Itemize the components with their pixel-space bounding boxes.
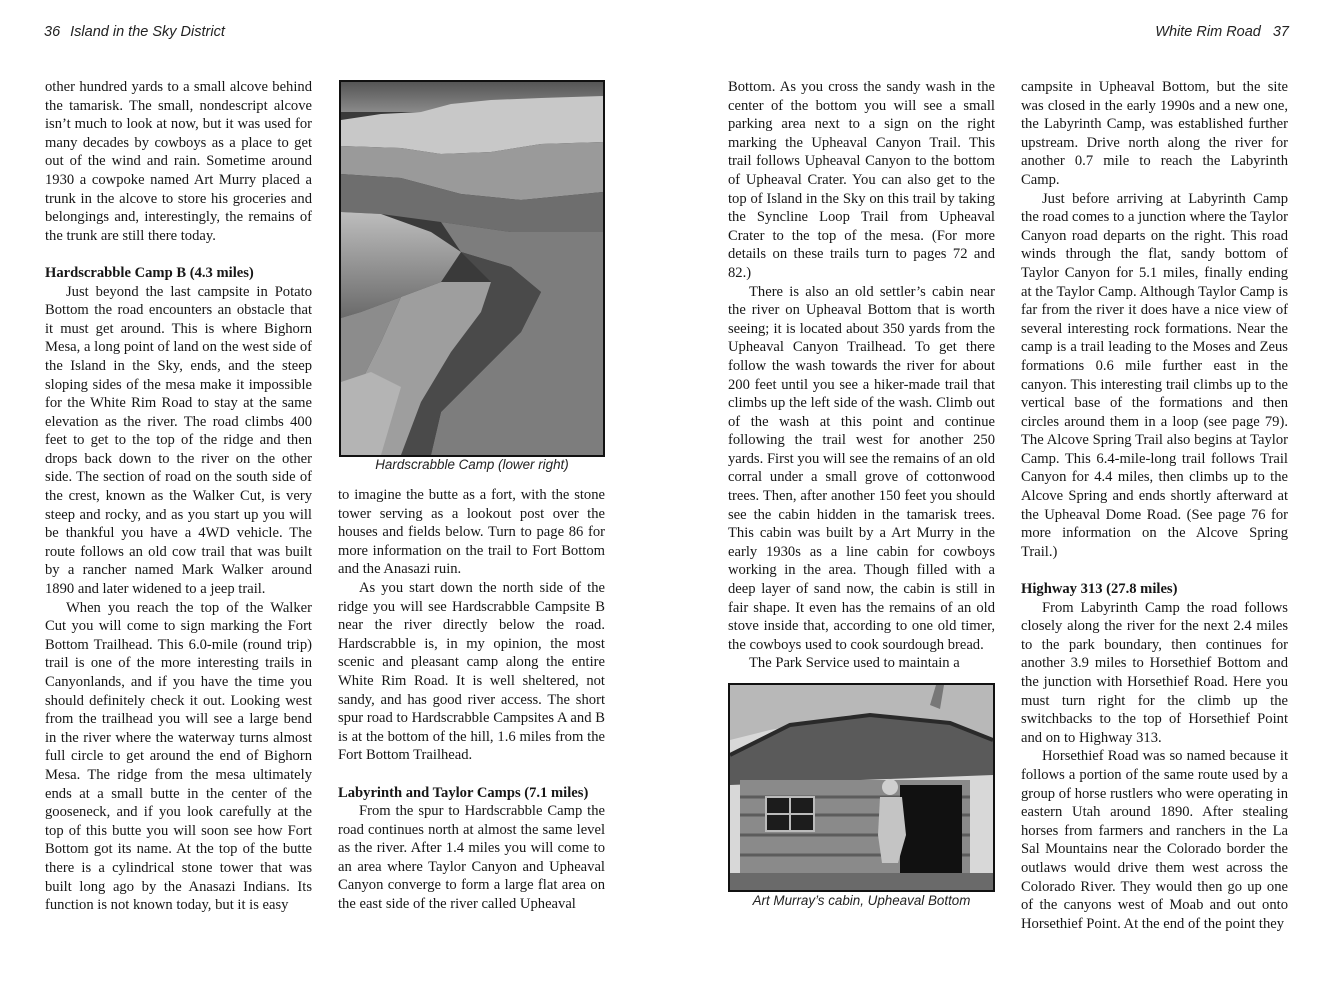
paragraph: There is also an old settler’s cabin near the river on Upheaval Bottom that is worth seeing; it is located about 350 yards from the Upheaval Canyon Trailhead. To get there follow the wash towards the river for about 200 feet until you see a hiker-made trail that climbs up the left side of the wash. Climb out of the wash at this point and continue following the trail west for another 250 yards. First you will see the remains of an old corral under a small grove of cottonwood trees. Then, after another 150 feet you should see the cabin hidden in the tamarisk trees. This cabin was built by a Art Murry in the early 1930s as a line cabin for cowboys working in the area. Though filled with a deep layer of sand now, the cabin is still in fair shape. It even has the remains of an old stove inside that, according to one old timer, the cowboys used to cook sourdough bread. — [728, 283, 995, 653]
left-running-title: Island in the Sky District — [70, 24, 225, 40]
right-page-column-2 — [1021, 78, 1288, 933]
paragraph-gap — [45, 245, 312, 264]
paragraph: The Park Service used to maintain a — [749, 655, 960, 672]
canyon-river-photo — [339, 80, 605, 457]
section-heading: Hardscrabble Camp B (4.3 miles) — [45, 264, 254, 281]
right-page-header — [1155, 24, 1289, 40]
paragraph: to imagine the butte as a fort, with the stone tower serving as a lookout post over the houses and fields below. Turn to page 86 for more information on the trail to Fort Bottom and the Anasazi ruin. — [338, 487, 605, 578]
photo-caption: Hardscrabble Camp (lower right) — [375, 457, 569, 472]
photo-caption: Art Murray’s cabin, Upheaval Bottom — [752, 893, 971, 908]
left-page-column-2 — [338, 486, 605, 914]
paragraph: From Labyrinth Camp the road follows closely along the river for the next 2.4 miles to the park boundary, then continues for another 3.9 miles to Horsethief Bottom and the junction with Horsethief Road. Here you must turn right for the climb up the switchbacks to the top of Horsethief Point and on to Highway 313. — [1021, 599, 1288, 746]
section-heading: Labyrinth and Taylor Camps (7.1 miles) — [338, 784, 589, 801]
paragraph-gap — [1021, 561, 1288, 580]
cabin-photo — [728, 683, 995, 892]
left-page-column-1 — [45, 78, 312, 915]
paragraph: campsite in Upheaval Bottom, but the site was closed in the early 1990s and a new one, the Labyrinth Camp, was established further upstream. Drive north along the river for another 0.7 mile to reach the Labyrinth Camp. — [1021, 79, 1288, 188]
paragraph: As you start down the north side of the ridge you will see Hardscrabble Campsite B near the river directly below the road. Hardscrabble is, in my opinion, the most scenic and pleasant camp along the entire White Rim Road. It is well sheltered, not sandy, and has good river access. The short spur road to Hardscrabble Campsites A and B is at the bottom of the hill, 1.6 miles from the Fort Bottom Trailhead. — [338, 579, 605, 764]
paragraph: Just beyond the last campsite in Potato Bottom the road encounters an obstacle that it must get around. This is where Bighorn Mesa, a long point of land on the west side of the Island in the Sky, ends, and the steep sloping sides of the mesa make it impossible for the White Rim Road to stay at the same elevation as the river. The road climbs 400 feet to get to the top of the ridge and then drops back down to the river on the other side. The section of road on the south side of the crest, known as the Walker Cut, is very steep and rocky, and as you start up you will be thankful you have a 4WD vehicle. The route follows an old cow trail that was built by a rancher named Mark Walker around 1890 and later widened to a jeep trail. — [45, 283, 312, 598]
right-page-column-1 — [728, 78, 995, 673]
paragraph: other hundred yards to a small alcove behind the tamarisk. The small, nondescript alcove isn’t much to look at now, but it was used for many decades by cowboys as a place to get out of the wind and rain. Sometime around 1930 a cowpoke named Art Murry placed a trunk in the alcove to store his groceries and belongings and, interestingly, the remains of the trunk are still there today. — [45, 79, 312, 244]
left-page-header — [44, 24, 225, 40]
paragraph: Bottom. As you cross the sandy wash in the center of the bottom you will see a small parking area next to a sign on the right marking the Upheaval Canyon Trail. This trail follows Upheaval Canyon to the bottom of Upheaval Crater. You can also get to the top of Island in the Sky on this trail by taking the Syncline Loop Trail from Upheaval Crater to the top of the mesa. (For more details on these trails turn to pages 72 and 82.) — [728, 79, 995, 281]
paragraph: When you reach the top of the Walker Cut you will come to sign marking the Fort Bottom Trailhead. This 6.0-mile (round trip) trail is one of the more interesting trails in Canyonlands, and if you have the time you should definitely check it out. Looking west from the trailhead you will see a large bend in the river where the waterway turns almost full circle to get around the end of Bighorn Mesa. The ridge from the mesa ultimately ends at a small butte in the center of the gooseneck, and if you look carefully at the top of this butte you will soon see how Fort Bottom got its name. At the top of the butte there is a cylindrical stone tower that was built long ago by the Anasazi Indians. Its function is not known today, but it is easy — [45, 599, 312, 914]
left-page-number: 36 — [44, 24, 61, 40]
paragraph-gap — [338, 765, 605, 784]
paragraph: From the spur to Hardscrabble Camp the road continues north at almost the same level as the river. After 1.4 miles you will come to an area where Taylor Canyon and Upheaval Canyon converge to form a large flat area on the east side of the river called Upheaval — [338, 803, 605, 913]
paragraph: Just before arriving at Labyrinth Camp the road comes to a junction where the Taylor Canyon road departs on the right. This road winds through the flat, sandy bottom of Taylor Canyon for 5.1 miles, finally ending at the Taylor Camp. Although Taylor Camp is far from the river it does have a nice view of several interesting rock formations. Near the camp is a trail leading to the Moses and Zeus formations 0.6 mile further east in the canyon. This interesting trail climbs up to the vertical base of the formations and then circles around them in a loop (see page 79). The Alcove Spring Trail also begins at Taylor Camp. This 6.4-mile-long trail follows Trail Canyon for 4.4 miles, then climbs up to the Alcove Spring and ends shortly afterward at the Upheaval Dome Road. (See page 76 for more information on the Alcove Spring Trail.) — [1021, 190, 1288, 560]
paragraph: Horsethief Road was so named because it follows a portion of the same route used by a group of horse rustlers who were operating in eastern Utah around 1890. After stealing horses from farmers and ranchers in the La Sal Mountains near the Colorado border the outlaws would drive them west across the Colorado River. They would then go up one of the canyons west of Moab and out onto Horsethief Point. At the end of the point they — [1021, 748, 1288, 932]
right-page-number: 37 — [1272, 24, 1289, 40]
right-running-title: White Rim Road — [1155, 24, 1261, 40]
section-heading: Highway 313 (27.8 miles) — [1021, 581, 1178, 598]
